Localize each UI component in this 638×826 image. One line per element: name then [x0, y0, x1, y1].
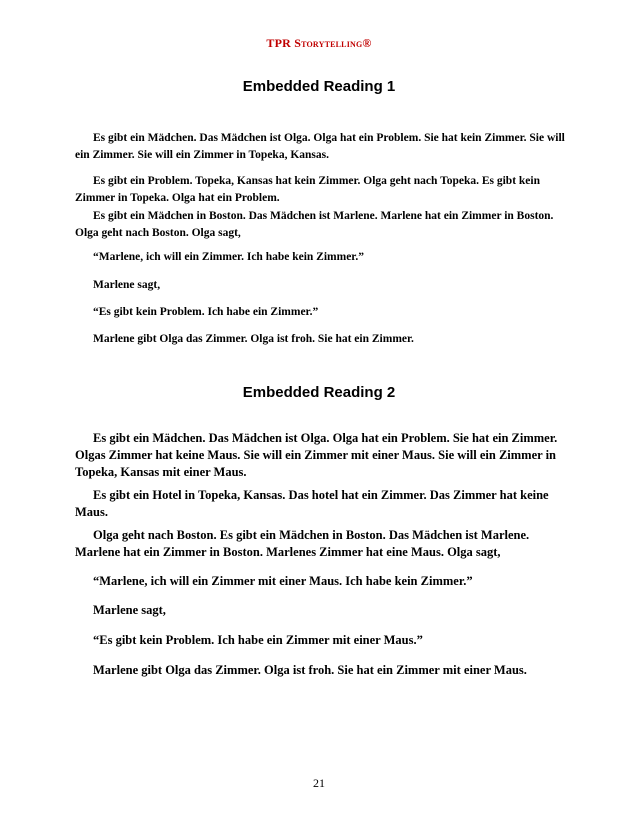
paragraph-1-3: Es gibt ein Mädchen in Boston. Das Mädchen ist Marlene. Marlene hat ein Zimmer in Boston. Olga geht nach Boston. Olga sagt,: [75, 210, 554, 239]
dialogue-line-1-2: Marlene sagt,: [93, 279, 161, 291]
paragraph-2-2: Es gibt ein Hotel in Topeka, Kansas. Das hotel hat ein Zimmer. Das Zimmer hat keine Maus.: [75, 488, 549, 519]
paragraph-2-1: Es gibt ein Mädchen. Das Mädchen ist Olga. Olga hat ein Problem. Sie hat ein Zimmer. Olgas Zimmer hat keine Maus. Sie will ein Zimmer mit einer Maus. Sie will ein Zimmer in Topeka, Kansas mit einer Maus.: [75, 431, 558, 479]
paragraph-1-2: Es gibt ein Problem. Topeka, Kansas hat kein Zimmer. Olga geht nach Topeka. Es gibt kein Zimmer in Topeka. Olga hat ein Problem.: [75, 175, 540, 204]
dialogue-line-2-4: Marlene gibt Olga das Zimmer. Olga ist froh. Sie hat ein Zimmer mit einer Maus.: [93, 663, 527, 677]
header-prefix: TPR: [266, 36, 295, 50]
dialogue-line-2-1: “Marlene, ich will ein Zimmer mit einer Maus. Ich habe kein Zimmer.”: [93, 574, 473, 588]
header-brand: Storytelling: [294, 36, 363, 50]
section-title-2: Embedded Reading 2: [242, 384, 396, 401]
paragraph-1-1: Es gibt ein Mädchen. Das Mädchen ist Olga. Olga hat ein Problem. Sie hat kein Zimmer. Sie will ein Zimmer. Sie will ein Zimmer in Topeka, Kansas.: [75, 132, 565, 161]
page-number: 21: [313, 776, 325, 790]
dialogue-line-1-3: “Es gibt kein Problem. Ich habe ein Zimmer.”: [93, 306, 319, 318]
paragraph-2-3: Olga geht nach Boston. Es gibt ein Mädchen in Boston. Das Mädchen ist Marlene. Marlene hat ein Zimmer in Boston. Marlenes Zimmer hat eine Maus. Olga sagt,: [75, 528, 530, 559]
dialogue-line-1-4: Marlene gibt Olga das Zimmer. Olga ist froh. Sie hat ein Zimmer.: [93, 333, 414, 345]
section-title-1: Embedded Reading 1: [242, 78, 396, 95]
dialogue-line-2-3: “Es gibt kein Problem. Ich habe ein Zimmer mit einer Maus.”: [93, 633, 423, 647]
dialogue-line-1-1: “Marlene, ich will ein Zimmer. Ich habe kein Zimmer.”: [93, 251, 364, 263]
registered-mark: ®: [362, 36, 372, 50]
running-header: [0, 36, 638, 51]
dialogue-line-2-2: Marlene sagt,: [93, 603, 166, 617]
